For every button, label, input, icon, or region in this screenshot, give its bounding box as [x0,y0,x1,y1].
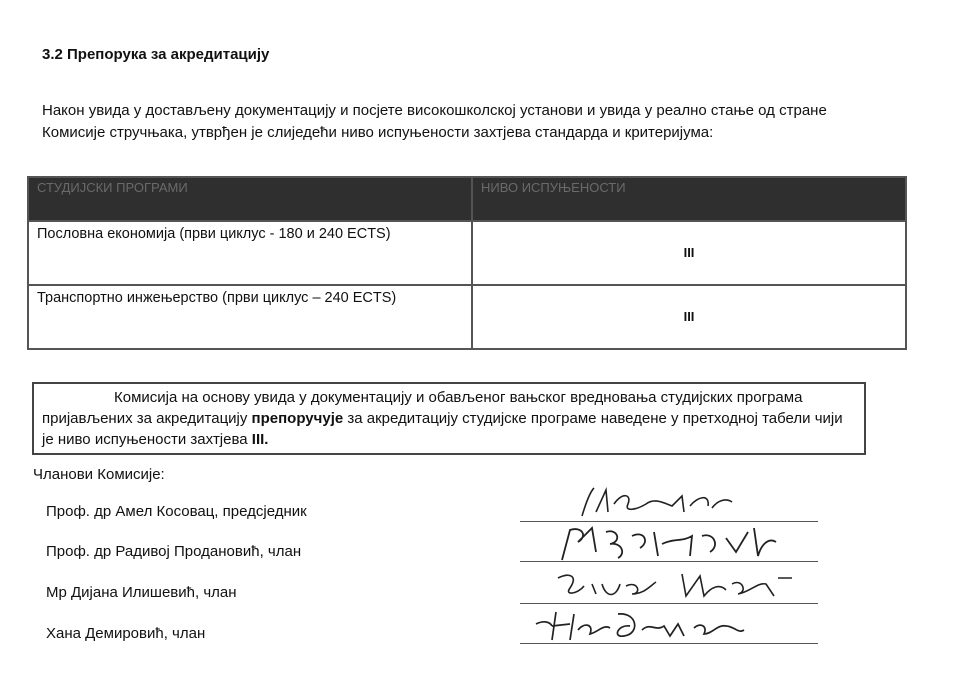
table-row [28,285,906,349]
section-heading: 3.2 Препорука за акредитацију [42,46,270,63]
signature-3 [522,564,812,606]
member-name: Проф. др Радивој Продановић, члан [46,543,302,560]
conclusion-text-part2: за акредитацију студијске програме наведене у претходној табели чији је ниво испуњености захтјева [42,410,843,448]
program-level: III [472,221,906,285]
signature-1 [522,482,752,524]
program-name: Транспортно инжењерство (први циклус – 240 ECTS) [28,285,472,349]
member-name: Проф. др Амел Косовац, предсједник [46,503,307,520]
header-programs: СТУДИЈСКИ ПРОГРАМИ [28,177,472,221]
conclusion-emphasis: препоручује [251,410,344,427]
program-level: III [472,285,906,349]
signature-4 [522,604,782,646]
table-row [28,221,906,285]
intro-paragraph: Након увида у достављену документацију и посјете високошколској установи и увида у реално стање од стране Комисије стручњака, утврђен је слиједећи ниво испуњености захтјева стандарда и критеријума: [42,102,827,141]
member-name: Хана Демировић, члан [46,625,206,642]
conclusion-level: III. [251,431,269,448]
members-title: Чланови Комисије: [33,466,165,483]
table-header-row [28,177,906,221]
conclusion-box [32,382,866,455]
conclusion-text-part1: Комисија на основу увида у документацију и обављеног вањског вредновања студијских програма пријављених за акредитацију [42,389,803,427]
program-name: Пословна економија (први циклус - 180 и 240 ECTS) [28,221,472,285]
member-name: Мр Дијана Илишевић, члан [46,584,237,601]
programs-table [27,176,907,350]
header-level: НИВО ИСПУЊЕНОСТИ [472,177,906,221]
signature-2 [522,522,812,564]
